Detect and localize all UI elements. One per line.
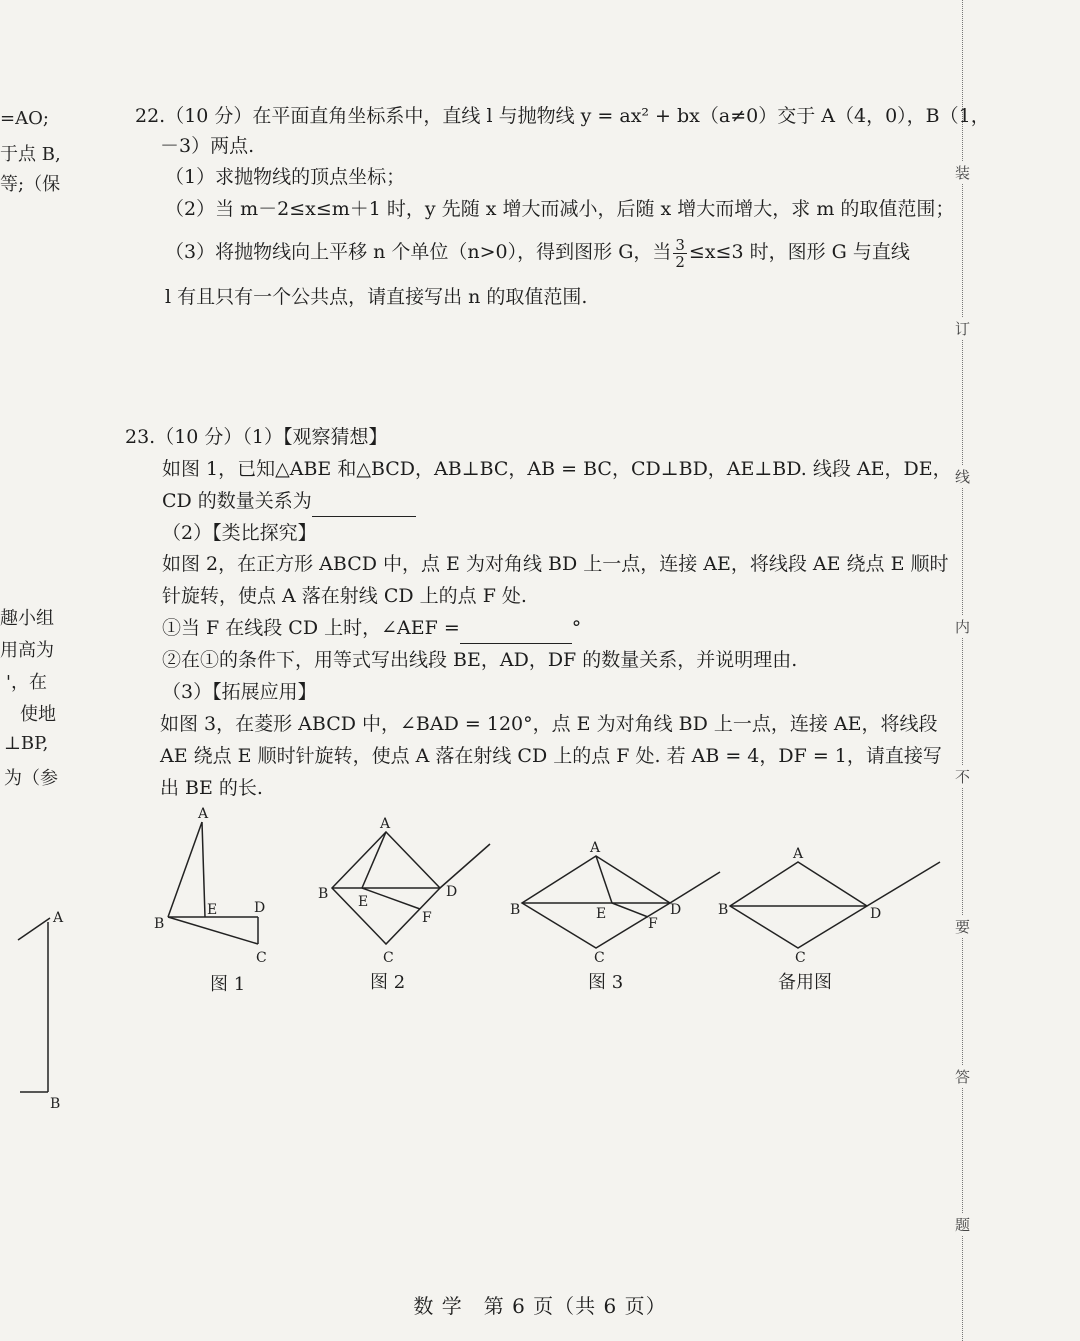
fig1-caption: 图 1 bbox=[210, 974, 246, 995]
fig4-label-c: C bbox=[795, 950, 806, 966]
fraction-3-2 bbox=[673, 237, 687, 270]
q23-part2-heading: （2）【类比探究】 bbox=[162, 522, 317, 544]
left-fragment: '，在 bbox=[6, 672, 47, 693]
answer-blank[interactable] bbox=[312, 494, 416, 517]
q22-part3-b: ≤x≤3 时，图形 G 与直线 bbox=[688, 241, 910, 263]
left-fragment: 于点 B, bbox=[0, 144, 61, 165]
figure-1 bbox=[168, 822, 258, 944]
fig1-label-a: A bbox=[198, 806, 209, 822]
q22-part1: （1）求抛物线的顶点坐标； bbox=[165, 166, 406, 188]
fig4-caption: 备用图 bbox=[778, 972, 832, 993]
binding-line bbox=[962, 0, 975, 1341]
left-fragment: ⊥BP, bbox=[4, 733, 49, 754]
fig2-label-c: C bbox=[383, 950, 394, 966]
q23-line6: 针旋转，使点 A 落在射线 CD 上的点 F 处. bbox=[162, 585, 527, 607]
binding-char: 不 bbox=[955, 768, 971, 786]
q23-part3-heading: （3）【拓展应用】 bbox=[162, 681, 317, 703]
q23-line11: AE 绕点 E 顺时针旋转，使点 A 落在射线 CD 上的点 F 处. 若 AB = 4，DF = 1，请直接写 bbox=[160, 745, 942, 767]
binding-char: 题 bbox=[955, 1216, 971, 1234]
binding-char: 订 bbox=[955, 320, 971, 338]
fig3-label-e: E bbox=[596, 906, 607, 922]
fraction-numerator: 3 bbox=[675, 235, 685, 254]
fig1-label-b: B bbox=[154, 916, 165, 932]
q22-line2: －3）两点. bbox=[160, 135, 255, 157]
q22-line6: l 有且只有一个公共点，请直接写出 n 的取值范围. bbox=[165, 286, 588, 308]
q23-line5: 如图 2，在正方形 ABCD 中，点 E 为对角线 BD 上一点，连接 AE，将线段 AE 绕点 E 顺时 bbox=[162, 553, 949, 575]
q23-line12: 出 BE 的长. bbox=[160, 777, 263, 799]
fraction-denominator: 2 bbox=[675, 252, 685, 271]
q23-line3 bbox=[162, 485, 416, 517]
left-fragment: 用高为 bbox=[0, 640, 54, 661]
fig4-label-a: A bbox=[793, 846, 804, 862]
fig3-label-d: D bbox=[670, 902, 682, 918]
figure-3 bbox=[522, 856, 720, 948]
q23-line8: ②在①的条件下，用等式写出线段 BE，AD，DF 的数量关系，并说明理由. bbox=[162, 649, 798, 671]
left-partial-figure bbox=[0, 900, 80, 1120]
fig3-label-c: C bbox=[594, 950, 605, 966]
fig4-label-d: D bbox=[870, 906, 882, 922]
fig1-label-c: C bbox=[256, 950, 267, 966]
fig3-label-f: F bbox=[648, 916, 658, 932]
left-fragment: 为（参 bbox=[4, 768, 58, 789]
q22-part2: （2）当 m－2≤x≤m＋1 时，y 先随 x 增大而减小，后随 x 增大而增大，求 m 的取值范围； bbox=[165, 198, 955, 220]
q23-line7-text: ①当 F 在线段 CD 上时，∠AEF = bbox=[162, 617, 460, 639]
fig2-label-b: B bbox=[318, 886, 329, 902]
fig2-label-e: E bbox=[358, 894, 369, 910]
binding-char: 答 bbox=[955, 1068, 971, 1086]
q23-line3-text: CD 的数量关系为 bbox=[162, 490, 312, 512]
fig2-label-d: D bbox=[446, 884, 458, 900]
label-b: B bbox=[50, 1096, 61, 1112]
fig4-label-b: B bbox=[718, 902, 729, 918]
figure-backup bbox=[730, 862, 940, 948]
left-fragment: =AO; bbox=[0, 108, 49, 129]
page-footer: 数 学 第 6 页（共 6 页） bbox=[413, 1294, 667, 1318]
figures-area bbox=[140, 800, 960, 1000]
answer-blank[interactable] bbox=[460, 621, 572, 644]
q22-part3-a: （3）将抛物线向上平移 n 个单位（n>0），得到图形 G，当 bbox=[165, 241, 672, 263]
fig3-label-a: A bbox=[590, 840, 601, 856]
binding-char: 装 bbox=[955, 164, 971, 182]
q23-line10: 如图 3，在菱形 ABCD 中，∠BAD = 120°，点 E 为对角线 BD 上一点，连接 AE，将线段 bbox=[160, 713, 938, 735]
q23-line7 bbox=[162, 612, 581, 644]
binding-char: 内 bbox=[955, 618, 971, 636]
label-a: A bbox=[53, 910, 64, 926]
fig1-label-e: E bbox=[207, 902, 218, 918]
q22-part3 bbox=[165, 236, 910, 270]
left-fragment: 等;（保 bbox=[0, 174, 61, 195]
degree-sign: ° bbox=[571, 617, 582, 639]
fig1-label-d: D bbox=[254, 900, 266, 916]
fig3-caption: 图 3 bbox=[588, 972, 624, 993]
left-fragment: 使地 bbox=[20, 704, 56, 725]
q22-line1: 22.（10 分）在平面直角坐标系中，直线 l 与抛物线 y = ax² + bx（a≠0）交于 A（4，0），B（1， bbox=[135, 105, 990, 127]
fig2-label-f: F bbox=[422, 910, 432, 926]
fig2-caption: 图 2 bbox=[370, 972, 406, 993]
left-fragment: 趣小组 bbox=[0, 608, 54, 629]
q23-line2: 如图 1，已知△ABE 和△BCD，AB⊥BC，AB = BC，CD⊥BD，AE⊥BD. 线段 AE，DE， bbox=[162, 458, 952, 480]
fig3-label-b: B bbox=[510, 902, 521, 918]
binding-char: 要 bbox=[955, 918, 971, 936]
fig2-label-a: A bbox=[380, 816, 391, 832]
binding-char: 线 bbox=[955, 468, 971, 486]
figure-2 bbox=[332, 832, 490, 944]
q23-line1: 23.（10 分）（1）【观察猜想】 bbox=[125, 426, 388, 448]
